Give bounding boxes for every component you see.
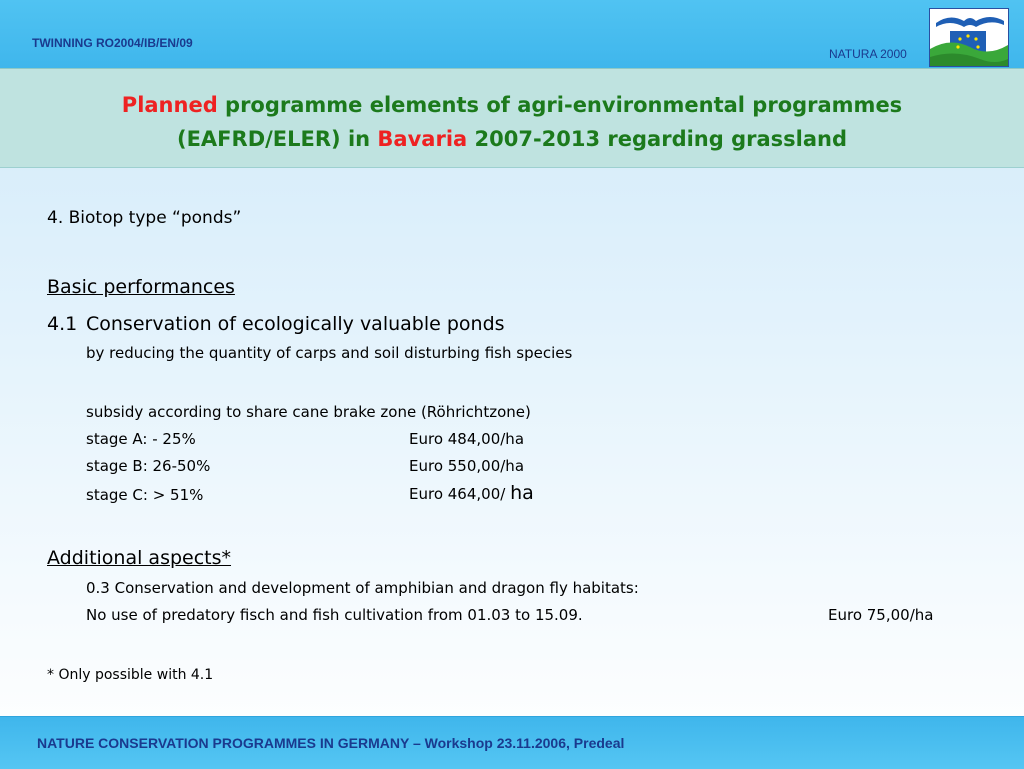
stage-a-label: stage A: - 25% — [86, 430, 196, 448]
title-bavaria: Bavaria — [377, 127, 468, 151]
additional-line-1: 0.3 Conservation and development of amphibian and dragon fly habitats: — [86, 579, 639, 597]
footer-text: NATURE CONSERVATION PROGRAMMES IN GERMANY – Workshop 23.11.2006, Predeal — [37, 735, 625, 751]
stage-c-amount — [409, 482, 534, 504]
biotope-heading: 4. Biotop type “ponds” — [47, 208, 242, 228]
basic-performances-heading: Basic performances — [47, 276, 235, 298]
stage-c-amount-value: Euro 464,00/ — [409, 485, 511, 503]
stage-c-amount-unit: ha — [510, 482, 534, 504]
subsidy-line: subsidy according to share cane brake zone (Röhrichtzone) — [86, 403, 531, 421]
additional-aspects-heading: Additional aspects* — [47, 547, 232, 569]
title-line2-a: (EAFRD/ELER) in — [176, 127, 378, 151]
additional-line-2: No use of predatory fisch and fish cultivation from 01.03 to 15.09. — [86, 606, 583, 624]
stage-b-amount: Euro 550,00/ha — [409, 457, 525, 475]
stage-b-label: stage B: 26-50% — [86, 457, 211, 475]
stage-c-label: stage C: > 51% — [86, 486, 204, 504]
title-line2-b: 2007-2013 regarding grassland — [467, 127, 848, 151]
natura-label: NATURA 2000 — [829, 47, 907, 61]
title-planned: Planned — [121, 93, 218, 117]
title-line1: programme elements of agri-environmental programmes — [217, 93, 903, 117]
item-description: by reducing the quantity of carps and soil disturbing fish species — [86, 344, 573, 362]
footnote: * Only possible with 4.1 — [47, 667, 214, 683]
project-id: TWINNING RO2004/IB/EN/09 — [32, 36, 193, 50]
additional-amount: Euro 75,00/ha — [828, 606, 934, 624]
item-number: 4.1 — [47, 313, 78, 335]
stage-a-amount: Euro 484,00/ha — [409, 430, 525, 448]
item-title: Conservation of ecologically valuable ponds — [86, 313, 505, 335]
